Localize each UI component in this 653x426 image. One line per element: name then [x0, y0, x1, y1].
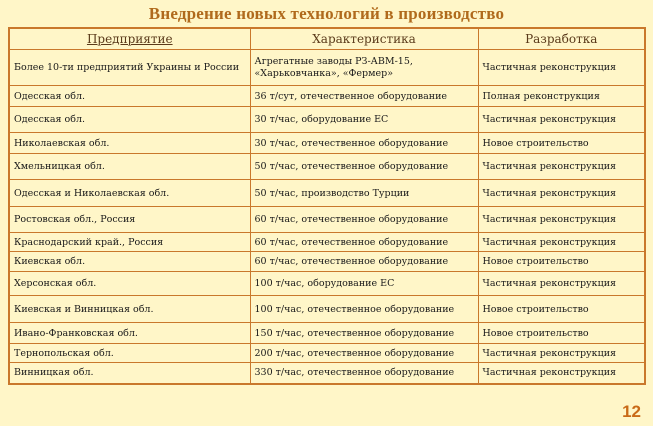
table-row: [9, 323, 645, 344]
table-row: [9, 133, 645, 154]
cell-characteristic: 36 т/сут, отечественное оборудование: [250, 86, 478, 107]
cell-enterprise: Николаевская обл.: [9, 133, 250, 154]
cell-enterprise: Одесская обл.: [9, 107, 250, 133]
header-development: Разработка: [478, 28, 645, 50]
cell-enterprise: Более 10-ти предприятий Украины и России: [9, 50, 250, 86]
cell-development: Частичная реконструкция: [478, 207, 645, 233]
table-row: [9, 363, 645, 384]
cell-enterprise: Тернопольская обл.: [9, 344, 250, 363]
table-header-row: [9, 28, 645, 50]
cell-enterprise: Ивано-Франковская обл.: [9, 323, 250, 344]
table-row: [9, 207, 645, 233]
cell-characteristic: 30 т/час, отечественное оборудование: [250, 133, 478, 154]
cell-development: Частичная реконструкция: [478, 363, 645, 384]
cell-enterprise: Киевская обл.: [9, 252, 250, 272]
cell-characteristic: 30 т/час, оборудование ЕС: [250, 107, 478, 133]
cell-characteristic: 50 т/час, производство Турции: [250, 180, 478, 207]
table-row: [9, 272, 645, 296]
table-row: [9, 233, 645, 252]
cell-development: Частичная реконструкция: [478, 272, 645, 296]
cell-development: Частичная реконструкция: [478, 233, 645, 252]
cell-development: Частичная реконструкция: [478, 50, 645, 86]
table-row: [9, 86, 645, 107]
cell-enterprise: Винницкая обл.: [9, 363, 250, 384]
table-row: [9, 154, 645, 180]
cell-development: Частичная реконструкция: [478, 344, 645, 363]
cell-characteristic: 100 т/час, оборудование ЕС: [250, 272, 478, 296]
header-enterprise: Предприятие: [9, 28, 250, 50]
page-number: 12: [622, 402, 641, 421]
table-row: [9, 344, 645, 363]
table-row: [9, 107, 645, 133]
cell-development: Частичная реконструкция: [478, 154, 645, 180]
cell-characteristic: 60 т/час, отечественное оборудование: [250, 207, 478, 233]
cell-development: Полная реконструкция: [478, 86, 645, 107]
table-row: [9, 296, 645, 323]
cell-characteristic: 60 т/час, отечественное оборудование: [250, 252, 478, 272]
cell-enterprise: Ростовская обл., Россия: [9, 207, 250, 233]
table-row: [9, 252, 645, 272]
cell-development: Новое строительство: [478, 252, 645, 272]
cell-characteristic: 60 т/час, отечественное оборудование: [250, 233, 478, 252]
cell-characteristic: 200 т/час, отечественное оборудование: [250, 344, 478, 363]
slide-title: Внедрение новых технологий в производство: [148, 4, 505, 23]
cell-characteristic: 50 т/час, отечественное оборудование: [250, 154, 478, 180]
header-characteristic: Характеристика: [250, 28, 478, 50]
cell-enterprise: Одесская обл.: [9, 86, 250, 107]
cell-development: Частичная реконструкция: [478, 107, 645, 133]
cell-characteristic: Агрегатные заводы РЗ-АВМ-15, «Харьковчанка», «Фермер»: [250, 50, 478, 86]
technology-table: [8, 27, 646, 385]
cell-enterprise: Одесская и Николаевская обл.: [9, 180, 250, 207]
cell-enterprise: Хмельницкая обл.: [9, 154, 250, 180]
table-row: [9, 180, 645, 207]
cell-development: Новое строительство: [478, 323, 645, 344]
cell-development: Новое строительство: [478, 133, 645, 154]
cell-enterprise: Краснодарский край., Россия: [9, 233, 250, 252]
cell-development: Новое строительство: [478, 296, 645, 323]
cell-characteristic: 100 т/час, отечественное оборудование: [250, 296, 478, 323]
table-row: [9, 50, 645, 86]
cell-development: Частичная реконструкция: [478, 180, 645, 207]
cell-characteristic: 150 т/час, отечественное оборудование: [250, 323, 478, 344]
cell-characteristic: 330 т/час, отечественное оборудование: [250, 363, 478, 384]
cell-enterprise: Херсонская обл.: [9, 272, 250, 296]
cell-enterprise: Киевская и Винницкая обл.: [9, 296, 250, 323]
